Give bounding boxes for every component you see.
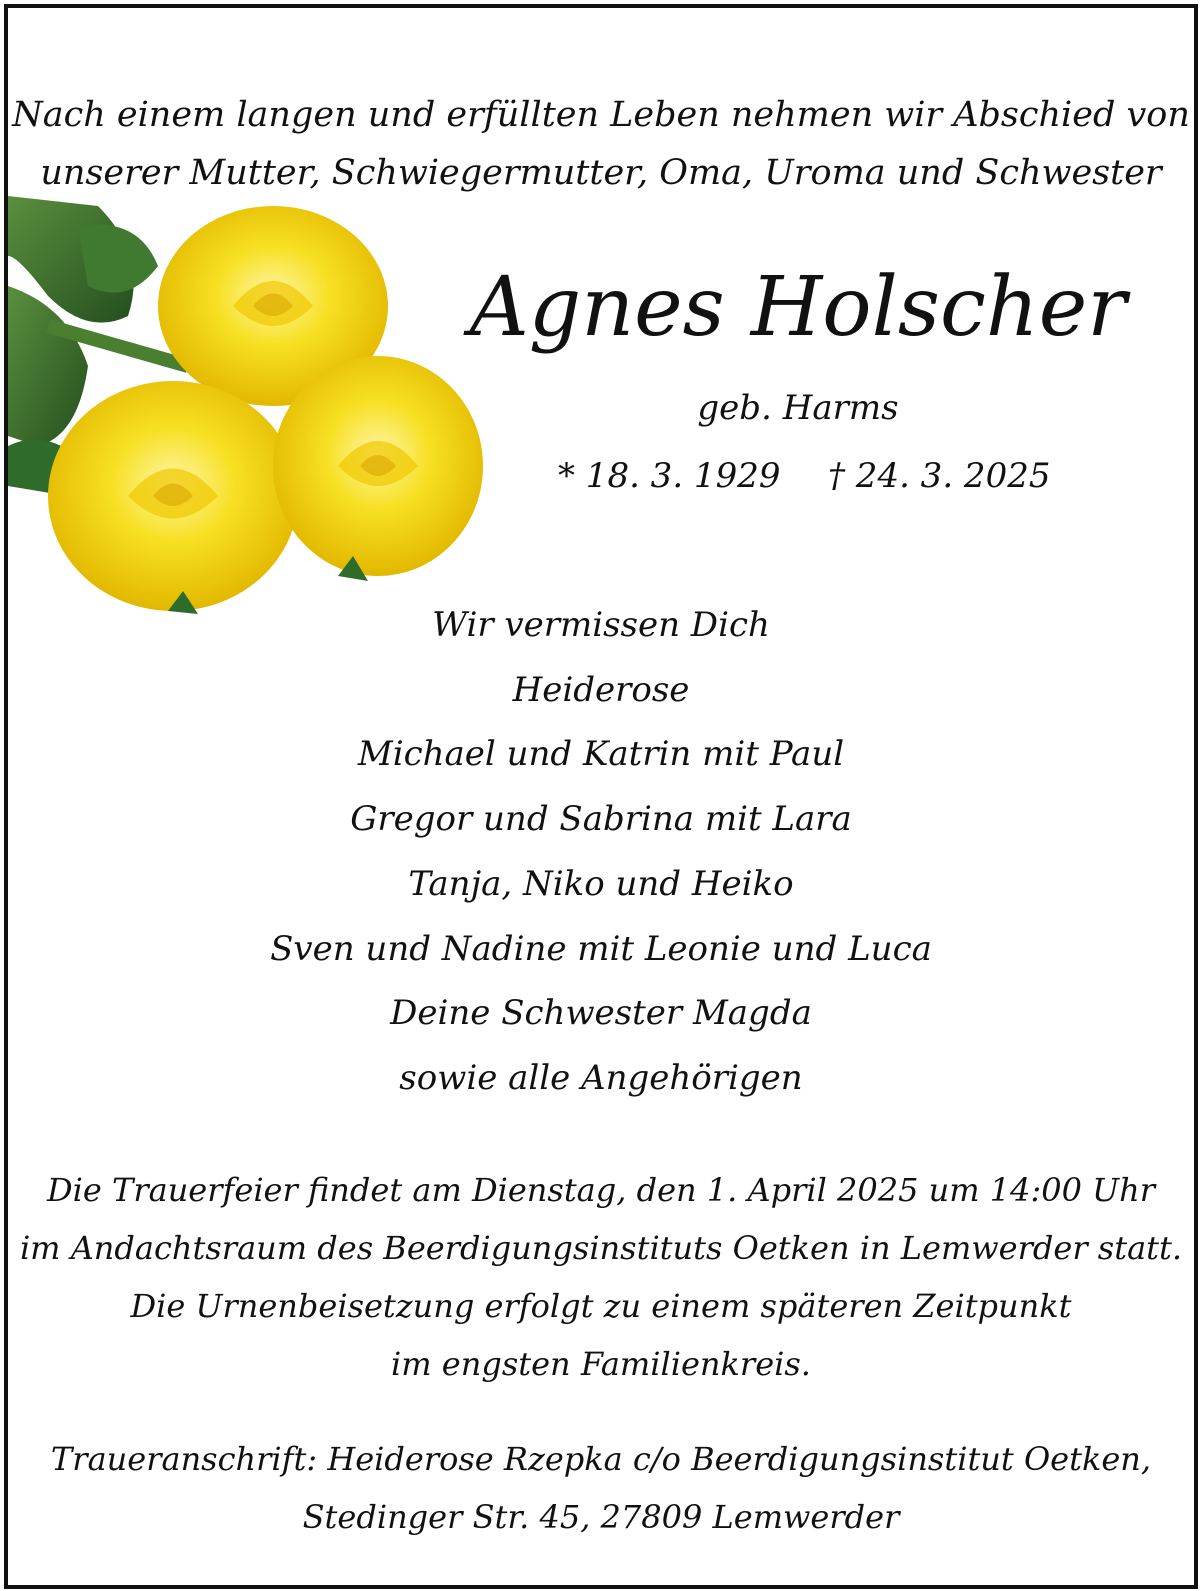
mourning-address: [8, 1430, 1194, 1546]
ceremony-line: im engsten Familienkreis.: [391, 1345, 811, 1383]
mourner-line: Heiderose: [512, 669, 690, 710]
mourners-list: [8, 593, 1194, 1111]
birth-name: geb. Harms: [697, 388, 899, 428]
address-line: Traueranschrift: Heiderose Rzepka c/o Beerdigungsinstitut Oetken,: [50, 1440, 1152, 1478]
birth-date: * 18. 3. 1929: [558, 456, 781, 496]
ceremony-line: im Andachtsraum des Beerdigungsinstituts Oetken in Lemwerder statt.: [19, 1229, 1183, 1267]
yellow-roses-image: [8, 196, 488, 646]
ceremony-line: Die Trauerfeier findet am Dienstag, den 1. April 2025 um 14:00 Uhr: [46, 1171, 1156, 1209]
mourner-line: Tanja, Niko und Heiko: [408, 863, 794, 904]
mourner-line: Wir vermissen Dich: [432, 605, 770, 645]
mourner-line: Sven und Nadine mit Leonie und Luca: [270, 928, 932, 969]
obituary-frame: [4, 4, 1198, 1589]
deceased-name: Agnes Holscher: [469, 260, 1127, 355]
ceremony-info: [8, 1161, 1194, 1393]
intro-line-2: unserer Mutter, Schwiegermutter, Oma, Uroma und Schwester: [40, 153, 1162, 193]
mourner-line: sowie alle Angehörigen: [399, 1057, 803, 1098]
mourner-line: Michael und Katrin mit Paul: [357, 734, 845, 775]
address-line: Stedinger Str. 45, 27809 Lemwerder: [302, 1498, 900, 1536]
intro-text: [8, 86, 1194, 202]
mourner-line: Deine Schwester Magda: [390, 993, 812, 1034]
ceremony-line: Die Urnenbeisetzung erfolgt zu einem späteren Zeitpunkt: [130, 1287, 1072, 1325]
intro-line-1: Nach einem langen und erfüllten Leben nehmen wir Abschied von: [12, 95, 1190, 135]
death-date: † 24. 3. 2025: [828, 456, 1051, 496]
mourner-line: Gregor und Sabrina mit Lara: [350, 799, 852, 840]
